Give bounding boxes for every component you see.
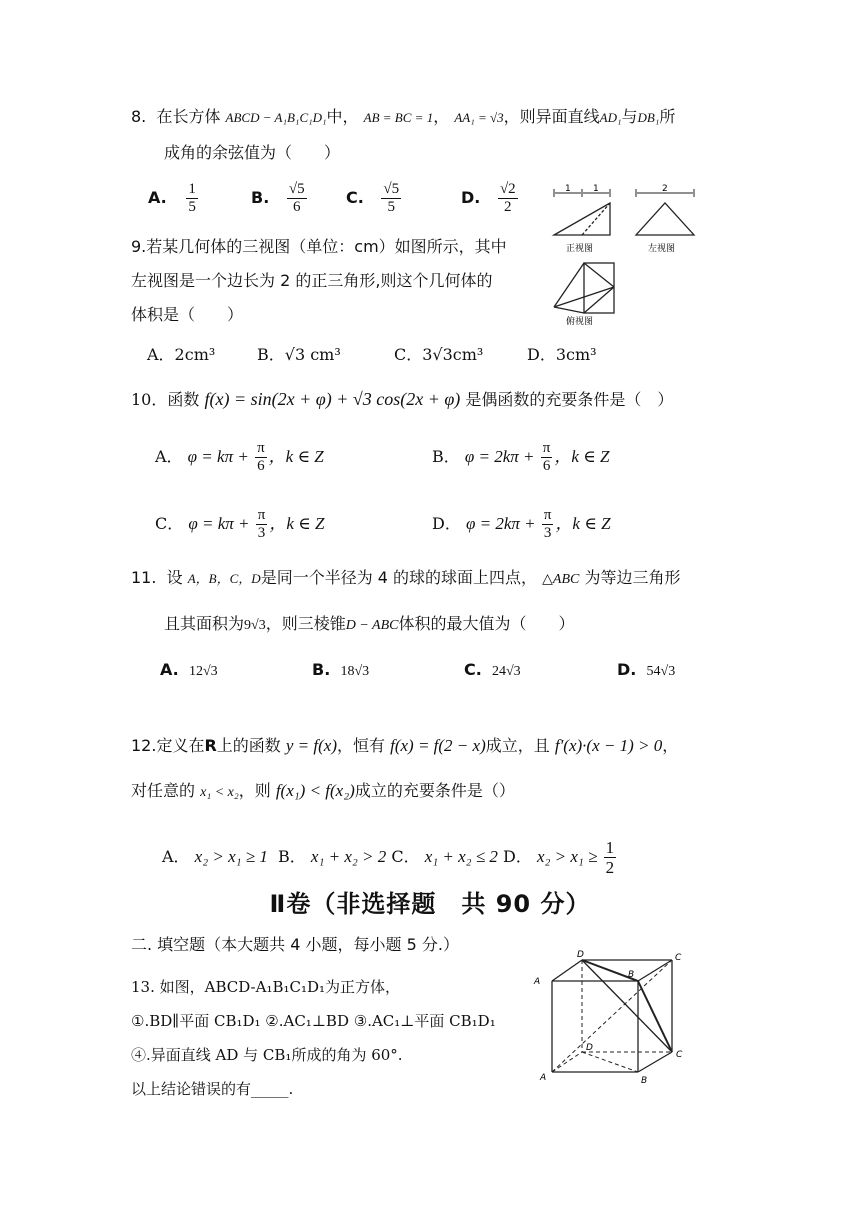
q8-d-den: 2 — [504, 199, 512, 215]
q9-option-d: D．3cm³ — [527, 345, 597, 364]
q12-d-frac — [604, 838, 617, 877]
q8-b-num: √5 — [288, 181, 305, 197]
q8-b-den: 6 — [292, 199, 301, 215]
q11-points: A，B，C，D — [187, 571, 261, 586]
q12-line1-c: ，恒有 — [337, 736, 386, 755]
q11-b-label: B. — [312, 660, 331, 679]
q10-b-den: 6 — [542, 458, 551, 474]
q12-line1-e: ， — [662, 736, 679, 755]
q10-d-den: 3 — [543, 525, 552, 541]
q10-option-c — [155, 507, 324, 542]
q10-a-label: A． — [155, 447, 183, 466]
q8-text-c: ，则异面直线 — [503, 107, 600, 126]
q11-pre: 设 — [166, 568, 183, 587]
q11-option-c — [464, 659, 521, 683]
front-view-shape — [554, 203, 610, 235]
q12-d-den: 2 — [605, 858, 615, 877]
q11-option-a — [160, 659, 218, 683]
q9-line2: 左视图是一个边长为 2 的正三角形,则这个几何体的 — [131, 271, 493, 290]
q11-post: 为等边三角形 — [584, 568, 681, 587]
q12-a-value: x₂ > x₁ ≥ 1 — [194, 847, 268, 866]
q10-c-frac — [256, 507, 268, 542]
q12-inequality: f′(x)·(x − 1) > 0 — [554, 736, 663, 755]
q8-option-c — [346, 181, 403, 216]
q11-line2-a: 且其面积为 — [164, 614, 245, 633]
q12-d-label: D． — [503, 847, 532, 866]
q11-option-b — [312, 659, 369, 683]
q12-line2-c: 成立的充要条件是（） — [354, 781, 515, 800]
q10-b-num: π — [542, 440, 551, 456]
q10-b-label: B． — [432, 447, 460, 466]
q13-line4: 以上结论错误的有_____. — [131, 1080, 294, 1098]
q13-line3: ④.异面直线 AD 与 CB₁所成的角为 60°. — [131, 1046, 403, 1064]
q9-option-a: A．2cm³ — [147, 345, 216, 364]
q12-function: y = f(x) — [285, 736, 337, 755]
q12-b-label: B． — [278, 847, 306, 866]
q8-option-a — [148, 181, 200, 216]
q11-area: 9√3 — [244, 618, 266, 633]
vertex-label-d: D — [586, 1043, 593, 1053]
q8-a-den: 5 — [188, 199, 196, 215]
vertex-label-b1: B — [628, 970, 635, 980]
q8-option-a-frac — [186, 181, 198, 216]
q8-text-a: 在长方体 — [156, 107, 221, 126]
q12-line1-a: 12.定义在 — [131, 736, 205, 755]
q10-d-tail: ，k ∈ Z — [555, 514, 611, 533]
q10-c-tail: ，k ∈ Z — [269, 514, 325, 533]
q12-line2 — [131, 780, 515, 804]
q11-line2-c: 体积的最大值为（ ） — [398, 614, 575, 633]
q10-option-b — [432, 440, 609, 475]
left-view-shape — [636, 203, 694, 235]
q8-cond1: AB = BC = 1 — [363, 110, 434, 125]
q8-sep: ， — [433, 107, 450, 126]
q12-line1-d: 成立，且 — [485, 736, 550, 755]
q12-a-label: A． — [162, 847, 190, 866]
left-view-label: 左视图 — [648, 244, 676, 254]
q10-b-expr: φ = 2kπ + — [464, 447, 539, 466]
q12-line1 — [131, 735, 678, 757]
q8-line2: 成角的余弦值为（ ） — [164, 143, 341, 162]
q8-text-e: 所 — [659, 107, 676, 126]
q11-number: 11. — [131, 568, 157, 587]
q9-line3: 体积是（ ） — [131, 305, 244, 324]
q9-option-b: B．√3 cm³ — [257, 345, 341, 364]
front-view-label: 正视图 — [566, 244, 594, 254]
vertex-label-c1: C — [675, 953, 682, 963]
dim-label-2: 1 — [593, 184, 599, 194]
q13-line1: 13. 如图，ABCD-A₁B₁C₁D₁为正方体， — [131, 978, 401, 996]
q8-d-num: √2 — [499, 181, 516, 197]
q10-d-num: π — [543, 507, 552, 523]
q10-c-den: 3 — [257, 525, 266, 541]
q11-option-d — [617, 659, 675, 683]
q12-d-num: 1 — [605, 838, 615, 857]
q12-line2-b: ，则 — [238, 781, 271, 800]
q10-number: 10． — [131, 390, 168, 409]
q10-a-tail: ，k ∈ Z — [268, 447, 324, 466]
q11-a-value: 12√3 — [188, 664, 218, 679]
vertex-label-b: B — [641, 1076, 648, 1086]
q11-d-value: 54√3 — [646, 664, 676, 679]
top-view-label: 俯视图 — [566, 317, 594, 327]
q10-line1 — [131, 388, 673, 411]
dimension-lines — [554, 189, 694, 197]
q11-d-label: D. — [617, 660, 637, 679]
q10-d-frac — [542, 507, 554, 542]
vertex-label-a: A — [540, 1073, 547, 1083]
q12-options — [162, 838, 618, 877]
q10-d-label: D． — [432, 514, 461, 533]
q11-triangle: △ABC — [542, 572, 580, 587]
q11-line1 — [131, 567, 680, 591]
q8-text-d: 与 — [621, 107, 638, 126]
q8-option-a-label: A. — [148, 188, 167, 207]
q10-d-expr: φ = 2kπ + — [465, 514, 540, 533]
q8-solid: ABCD − A₁B₁C₁D₁ — [225, 110, 327, 125]
top-view-shape — [554, 263, 614, 313]
q10-c-label: C． — [155, 514, 184, 533]
q10-a-expr: φ = kπ + — [187, 447, 254, 466]
q8-c-den: 5 — [387, 199, 396, 215]
q11-line2-b: ，则三棱锥 — [265, 614, 346, 633]
q12-real-set: R — [204, 736, 217, 755]
vertex-label-d1: D — [577, 950, 584, 960]
dim-label-3: 2 — [662, 184, 668, 194]
cube-figure — [530, 946, 705, 1096]
q9-line1: 9.若某几何体的三视图（单位：cm）如图所示，其中 — [131, 237, 507, 256]
q8-option-b-label: B. — [251, 188, 270, 207]
q10-b-tail: ，k ∈ Z — [554, 447, 610, 466]
part2-heading: 二. 填空题（本大题共 4 小题，每小题 5 分.） — [131, 935, 459, 954]
three-view-figure — [548, 183, 718, 328]
q8-number: 8. — [131, 107, 147, 126]
q10-pre: 函数 — [167, 390, 200, 409]
vertex-label-c: C — [676, 1050, 683, 1060]
q11-mid: 是同一个半径为 4 的球的球面上四点， — [260, 568, 538, 587]
q8-cond2: AA₁ = √3 — [454, 110, 504, 125]
q12-line1-b: 上的函数 — [216, 736, 281, 755]
q10-a-frac — [255, 440, 267, 475]
q11-c-label: C. — [464, 660, 482, 679]
q8-line1 — [131, 106, 675, 129]
q8-option-d-frac — [498, 181, 518, 216]
q12-equation: f(x) = f(2 − x) — [390, 736, 486, 755]
q10-option-d — [432, 507, 611, 542]
q8-text-b: 中， — [326, 107, 359, 126]
q10-b-frac — [541, 440, 553, 475]
q12-d-value: x₂ > x₁ ≥ — [536, 847, 602, 866]
q11-a-label: A. — [160, 660, 179, 679]
q10-post: 是偶函数的充要条件是（ ） — [465, 390, 674, 409]
q8-option-d-label: D. — [461, 188, 481, 207]
q11-line2 — [164, 613, 574, 637]
q10-a-num: π — [257, 440, 265, 456]
q10-c-expr: φ = kπ + — [188, 514, 254, 533]
q12-b-value: x₁ + x₂ > 2 — [310, 847, 387, 866]
q13-line2: ①.BD∥平面 CB₁D₁ ②.AC₁⊥BD ③.AC₁⊥平面 CB₁D₁ — [131, 1012, 496, 1030]
q12-condition: x₁ < x₂ — [200, 785, 239, 800]
q10-function: f(x) = sin(2x + φ) + √3 cos(2x + φ) — [204, 389, 461, 409]
q11-b-value: 18√3 — [340, 664, 370, 679]
q12-c-label: C． — [391, 847, 420, 866]
q8-option-c-label: C. — [346, 188, 364, 207]
q8-a-num: 1 — [188, 181, 196, 197]
q8-c-num: √5 — [383, 181, 400, 197]
q11-c-value: 24√3 — [492, 664, 521, 679]
q10-c-num: π — [257, 507, 266, 523]
q8-option-b — [251, 181, 309, 216]
q11-pyramid: D − ABC — [345, 618, 399, 633]
q12-target: f(x₁) < f(x₂) — [275, 781, 355, 800]
q10-option-a — [155, 440, 324, 475]
vertex-label-a1: A — [534, 977, 541, 987]
q8-line-ad1: AD₁ — [599, 110, 622, 125]
q10-a-den: 6 — [257, 458, 265, 474]
section-heading: Ⅱ卷（非选择题 共 90 分） — [269, 890, 591, 918]
q12-c-value: x₁ + x₂ ≤ 2 — [424, 847, 498, 866]
dim-label-1: 1 — [565, 184, 571, 194]
q9-option-c: C．3√3cm³ — [394, 345, 484, 364]
q12-line2-a: 对任意的 — [131, 781, 196, 800]
q8-line-db1: DB₁ — [637, 110, 660, 125]
q8-option-d — [461, 181, 520, 216]
q8-option-c-frac — [381, 181, 401, 216]
q8-option-b-frac — [287, 181, 307, 216]
